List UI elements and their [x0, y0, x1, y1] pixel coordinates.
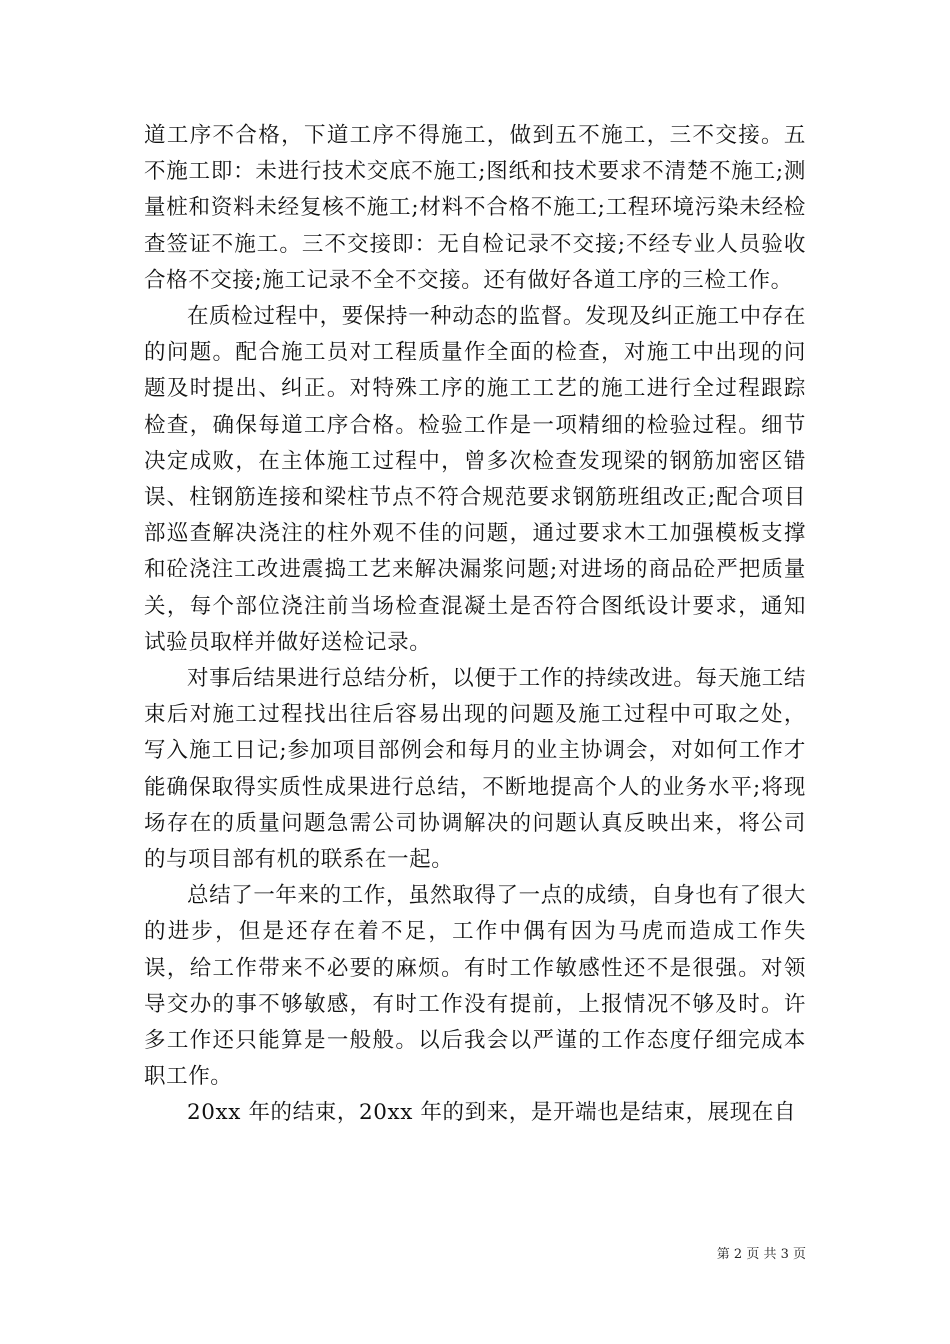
paragraph-4: 总结了一年来的工作，虽然取得了一点的成绩，自身也有了很大的进步，但是还存在着不足，工作中偶有因为马虎而造成工作失误，给工作带来不必要的麻烦。有时工作敏感性还不是很强。对领导交办的事不够敏感，有时工作没有提前，上报情况不够及时。许多工作还只能算是一般般。以后我会以严谨的工作态度仔细完成本职工作。: [144, 883, 806, 1090]
paragraph-1: 道工序不合格，下道工序不得施工，做到五不施工，三不交接。五不施工即：未进行技术交底不施工;图纸和技术要求不清楚不施工;测量桩和资料未经复核不施工;材料不合格不施工;工程环境污染未经检查签证不施工。三不交接即：无自检记录不交接;不经专业人员验收合格不交接;施工记录不全不交接。还有做好各道工序的三检工作。: [144, 123, 806, 293]
paragraph-3: 对事后结果进行总结分析，以便于工作的持续改进。每天施工结束后对施工过程找出往后容易出现的问题及施工过程中可取之处，写入施工日记;参加项目部例会和每月的业主协调会，对如何工作才能确保取得实质性成果进行总结，不断地提高个人的业务水平;将现场存在的质量问题急需公司协调解决的问题认真反映出来，将公司的与项目部有机的联系在一起。: [144, 666, 806, 873]
paragraph-2: 在质检过程中，要保持一种动态的监督。发现及纠正施工中存在的问题。配合施工员对工程质量作全面的检查，对施工中出现的问题及时提出、纠正。对特殊工序的施工工艺的施工进行全过程跟踪检查，确保每道工序合格。检验工作是一项精细的检验过程。细节决定成败，在主体施工过程中，曾多次检查发现梁的钢筋加密区错误、柱钢筋连接和梁柱节点不符合规范要求钢筋班组改正;配合项目部巡查解决浇注的柱外观不佳的问题，通过要求木工加强模板支撑和砼浇注工改进震捣工艺来解决漏浆问题;对进场的商品砼严把质量关，每个部位浇注前当场检查混凝土是否符合图纸设计要求，通知试验员取样并做好送检记录。: [144, 304, 806, 655]
document-body: [144, 118, 806, 1132]
paragraph-5: 20xx 年的结束，20xx 年的到来，是开端也是结束，展现在自: [187, 1100, 797, 1126]
page-footer: 第 2 页 共 3 页: [716, 1247, 806, 1262]
